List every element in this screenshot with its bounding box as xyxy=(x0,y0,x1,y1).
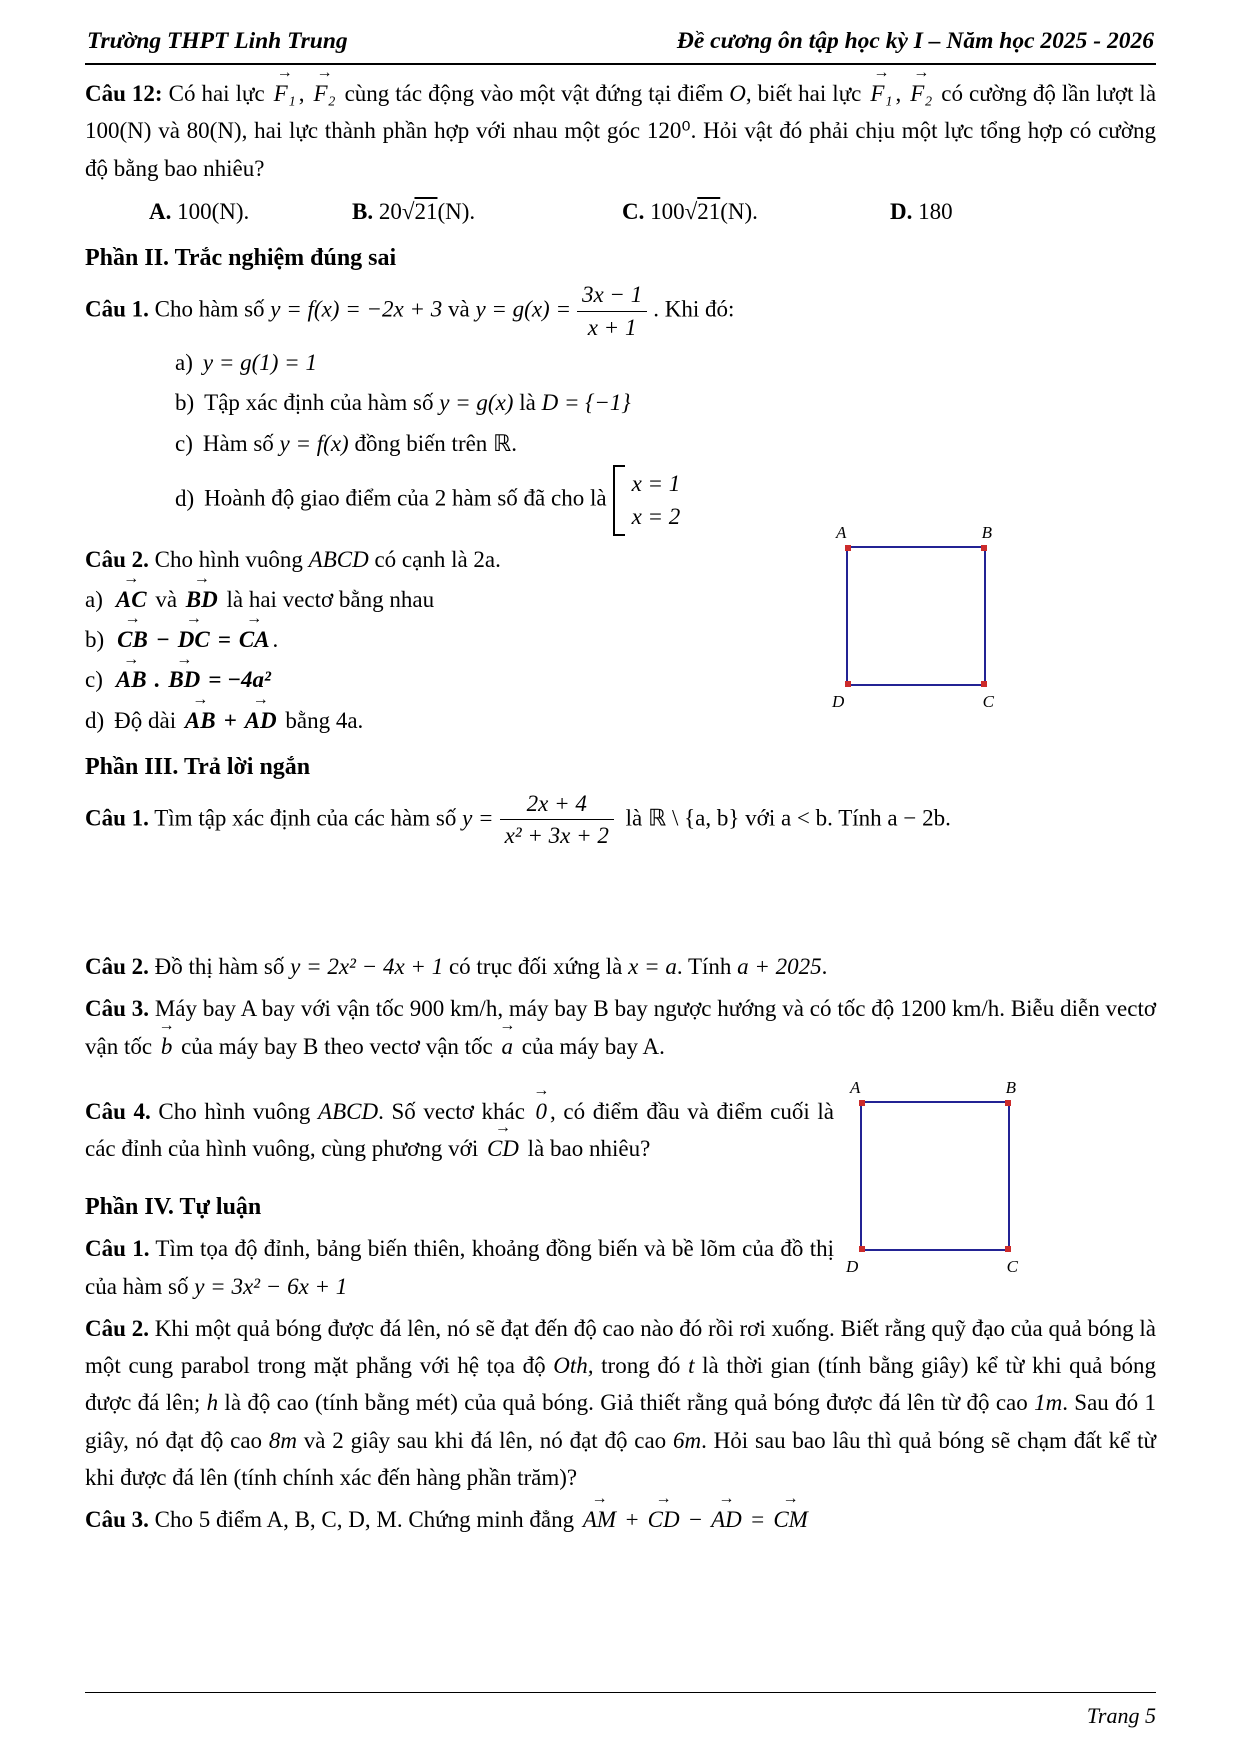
vector-cd: CD → xyxy=(648,1501,680,1538)
school-name: Trường THPT Linh Trung xyxy=(87,28,348,54)
vector-am: AM → xyxy=(583,1501,616,1538)
p2q1-item-c: c) Hàm số y = f(x) đồng biến trên ℝ. xyxy=(175,430,518,456)
p4-question-3-label: Câu 3. xyxy=(85,1507,149,1533)
square-figure-2 xyxy=(846,1077,1018,1276)
p4-question-2-label: Câu 2. xyxy=(85,1315,149,1341)
vector-f1: F₁ → xyxy=(274,75,296,112)
option-d: D. 180 xyxy=(890,198,953,224)
p2q2-item-c: c) AB → . BD → = −4a² xyxy=(85,661,1156,698)
question-12-label: Câu 12: xyxy=(85,81,163,106)
document-body xyxy=(85,75,1156,1538)
p3-question-2-label: Câu 2. xyxy=(85,954,149,980)
p3-question-1: Câu 1. Tìm tập xác định của các hàm số y = $\frac{2x + 4}{\text{x² + 3x + 2}}$ là ℝ \ {a, b} với a < b. Tính a − 2b. xyxy=(85,790,951,849)
corner-dot xyxy=(859,1246,865,1252)
vertex-label-c: C xyxy=(982,691,994,711)
vector-cd: CD → xyxy=(487,1130,519,1167)
option-c: C. 100 √ 21(N). xyxy=(622,193,890,230)
footer-rule xyxy=(85,1692,1156,1693)
p2q2-item-b: b) CB → − DC → = CA → . xyxy=(85,621,1156,658)
vector-ab: AB → xyxy=(185,702,216,739)
p3-question-3: Câu 3. Máy bay A bay với vận tốc 900 km/h, máy bay B bay ngược hướng và có tốc độ 1200 km/h. Biễu diễn vectơ vận tốc b → của máy bay B theo vectơ vận tốc a → của máy bay A. xyxy=(85,990,1156,1065)
vertex-label-c: C xyxy=(1006,1256,1018,1276)
p4-question-1: Câu 1. Tìm tọa độ đỉnh, bảng biến thiên, khoảng đồng biến và bề lõm của đồ thị của hàm số y = 3x² − 6x + 1 xyxy=(85,1236,835,1299)
p2q2-item-a: a) AC → và BD → là hai vectơ bằng nhau xyxy=(85,581,1156,618)
vector-ab: AB → xyxy=(116,661,147,698)
part-iv-heading: Phần IV. Tự luận xyxy=(85,1194,262,1221)
square-name: ABCD xyxy=(318,1098,379,1124)
p2q1-item-b: b) Tập xác định của hàm số y = g(x) là D = {−1} xyxy=(175,390,631,416)
p2q2-item-d: d) Độ dài AB → + AD → bằng 4a. xyxy=(85,702,1156,739)
p2-question-1-label: Câu 1. xyxy=(85,296,149,322)
answer-options xyxy=(85,193,1156,230)
p4-question-2: Câu 2. Khi một quả bóng được đá lên, nó sẽ đạt đến độ cao nào đó rồi rơi xuống. Biết rằng quỹ đạo của quả bóng là một cung parabol trong mặt phẳng với hệ tọa độ Oth, trong đó t là thời gian (tính bằng giây) kể từ khi quả bóng được đá lên; h là độ cao (tính bằng mét) của quả bóng. Giả thiết rằng quả bóng được đá lên từ độ cao 1m. Sau đó 1 giây, nó đạt độ cao 8m và 2 giây sau khi đá lên, nó đạt độ cao 6m. Hỏi sau bao lâu thì quả bóng sẽ chạm đất kể từ khi được đá lên (tính chính xác đến hàng phần trăm)? xyxy=(85,1315,1157,1490)
page-number: Trang 5 xyxy=(1086,1702,1156,1728)
vector-ad: AD → xyxy=(711,1501,742,1538)
vector-dc: DC → xyxy=(178,621,210,658)
document-title: Đề cương ôn tập học kỳ I – Năm học 2025 - 2026 xyxy=(676,28,1154,54)
square-shape xyxy=(860,1101,1010,1251)
vertex-label-d: D xyxy=(846,1256,859,1276)
p4-question-1-label: Câu 1. xyxy=(85,1236,150,1262)
option-b-label: B. xyxy=(352,198,374,224)
vector-cm: CM → xyxy=(773,1501,808,1538)
p2q1-item-a: a) y = g(1) = 1 xyxy=(175,350,317,376)
p3-question-3-label: Câu 3. xyxy=(85,996,149,1022)
option-c-label: C. xyxy=(622,198,645,224)
square-root: √ 21 xyxy=(685,199,721,224)
corner-dot xyxy=(1005,1246,1011,1252)
p3-question-1-label: Câu 1. xyxy=(85,805,149,831)
part-ii-heading: Phần II. Trắc nghiệm đúng sai xyxy=(85,245,397,271)
vertex-label-a: A xyxy=(836,522,847,542)
header-rule xyxy=(85,63,1156,65)
vector-f2: F₂ → xyxy=(314,75,336,112)
function-f: y = f(x) = −2x + 3 xyxy=(270,296,443,322)
p3-question-2: Câu 2. Đồ thị hàm số y = 2x² − 4x + 1 có trục đối xứng là x = a. Tính a + 2025. xyxy=(85,954,828,980)
question-12: Câu 12: Có hai lực F₁ → , F₂ → cùng tác động vào một vật đứng tại điểm O, biết hai lực F₁ → , F₂ → có cường độ lần lượt là 100(N) và 80(N), hai lực thành phần hợp với nhau một góc 120⁰. Hỏi vật đó phải chịu một lực tổng hợp có cường độ bằng bao nhiêu? xyxy=(85,75,1156,187)
p2-question-2: Câu 2. Cho hình vuông ABCD có cạnh là 2a. xyxy=(85,546,501,572)
corner-dot xyxy=(845,545,851,551)
vector-bd: BD → xyxy=(186,581,218,618)
option-d-label: D. xyxy=(890,198,913,224)
p2-question-2-label: Câu 2. xyxy=(85,546,149,572)
vector-cb: CB → xyxy=(117,621,148,658)
vector-ac: AC → xyxy=(116,581,147,618)
fraction: $\frac{2x + 4}{\text{x² + 3x + 2}}$ xyxy=(500,790,614,850)
p4-question-3: Câu 3. Cho 5 điểm A, B, C, D, M. Chứng minh đẳng AM → + CD → − AD → = CM → xyxy=(85,1501,1156,1538)
fraction: $\frac{3x - 1}{x + 1}$ xyxy=(577,281,647,341)
vertex-label-b: B xyxy=(1005,1077,1016,1097)
page-header xyxy=(85,28,1156,63)
option-b: B. 20 √ 21(N). xyxy=(352,193,622,230)
square-root: √ 21 xyxy=(402,199,438,224)
left-bracket xyxy=(613,465,625,536)
p3-question-4: Câu 4. Cho hình vuông ABCD. Số vectơ khác 0 → , có điểm đầu và điểm cuối là các đỉnh của hình vuông, cùng phương với CD → là bao nhiêu? xyxy=(85,1093,1156,1168)
page-footer xyxy=(85,1692,1156,1729)
part-iii-heading: Phần III. Trả lời ngắn xyxy=(85,753,311,780)
vector-a: a → xyxy=(502,1028,514,1065)
function-g: y = g(x) = xyxy=(475,296,571,322)
vertex-label-d: D xyxy=(832,691,845,711)
square-shape xyxy=(846,546,986,686)
p2q1-item-d: d) Hoành độ giao điểm của 2 hàm số đã cho là x = 1 x = 2 xyxy=(85,465,1156,536)
corner-dot xyxy=(981,681,987,687)
corner-dot xyxy=(1005,1100,1011,1106)
vector-bd: BD → xyxy=(168,661,200,698)
option-a-label: A. xyxy=(149,198,172,224)
vector-ad: AD → xyxy=(245,702,277,739)
vertex-label-b: B xyxy=(981,522,992,542)
option-a: A. 100(N). xyxy=(149,198,250,224)
vector-f2: F₂ → xyxy=(910,75,932,112)
corner-dot xyxy=(981,545,987,551)
corner-dot xyxy=(859,1100,865,1106)
vertex-label-a: A xyxy=(850,1077,861,1097)
square-figure-1 xyxy=(832,522,994,711)
system-of-equations: x = 1 x = 2 xyxy=(613,465,681,536)
vector-b: b → xyxy=(161,1028,173,1065)
vector-f1: F₁ → xyxy=(870,75,892,112)
square-name: ABCD xyxy=(308,546,369,572)
corner-dot xyxy=(845,681,851,687)
zero-vector: 0 → xyxy=(536,1093,548,1130)
vector-ca: CA → xyxy=(239,621,270,658)
p2-question-1: Câu 1. Cho hàm số y = f(x) = −2x + 3 và y = g(x) = $\frac{3x - 1}{x + 1}$ . Khi đó: xyxy=(85,282,735,340)
point-o: O xyxy=(729,81,746,106)
p3-question-4-label: Câu 4. xyxy=(85,1098,151,1124)
